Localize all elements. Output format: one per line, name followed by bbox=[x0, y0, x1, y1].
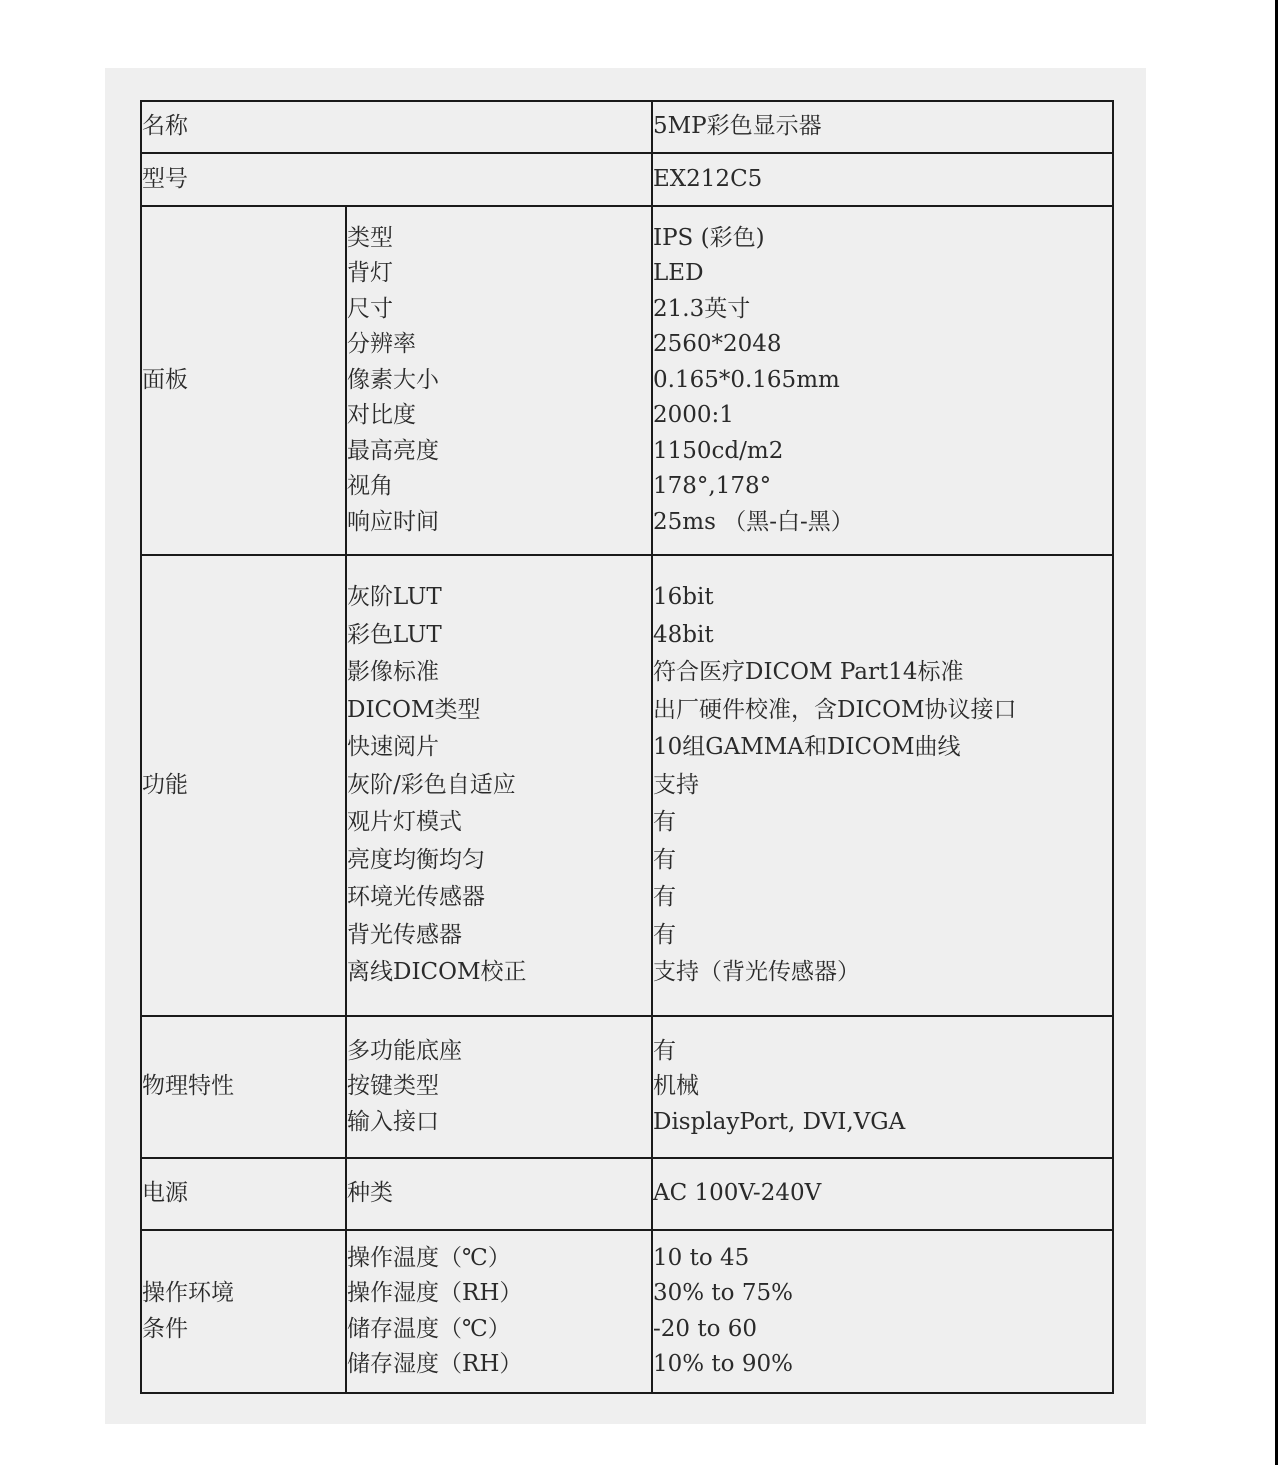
category-panel: 面板 bbox=[141, 206, 346, 555]
item-label: 环境光传感器 bbox=[347, 884, 485, 911]
item-label: 背光传感器 bbox=[347, 921, 462, 948]
model-value: EX212C5 bbox=[652, 153, 1113, 206]
item-label: 类型 bbox=[347, 224, 393, 251]
item-value: 2560*2048 bbox=[653, 331, 782, 358]
item-value: 10% to 90% bbox=[653, 1351, 793, 1377]
section-power bbox=[141, 1158, 1113, 1230]
item-label: 像素大小 bbox=[347, 366, 439, 393]
section-physical bbox=[141, 1016, 1113, 1158]
item-label: 种类 bbox=[346, 1158, 652, 1230]
item-label: 操作温度（℃） bbox=[347, 1244, 511, 1271]
item-label: 储存温度（℃） bbox=[347, 1315, 511, 1342]
category-line: 操作环境 bbox=[142, 1280, 234, 1306]
environment-values bbox=[652, 1230, 1113, 1393]
item-value: 支持 bbox=[653, 771, 699, 798]
category-power: 电源 bbox=[141, 1158, 346, 1230]
item-value: 25ms （黑-白-黑） bbox=[653, 508, 854, 535]
row-model bbox=[141, 153, 1113, 206]
item-value: 16bit bbox=[653, 584, 714, 611]
item-label: 响应时间 bbox=[347, 508, 439, 535]
item-value: 10 to 45 bbox=[653, 1244, 750, 1271]
category-physical: 物理特性 bbox=[141, 1016, 346, 1158]
panel-values bbox=[652, 206, 1113, 555]
item-value: 出厂硬件校准，含DICOM协议接口 bbox=[653, 696, 1017, 723]
section-environment bbox=[141, 1230, 1113, 1393]
item-value: AC 100V-240V bbox=[652, 1158, 1113, 1230]
section-function bbox=[141, 555, 1113, 1016]
item-value: 2000:1 bbox=[653, 402, 734, 429]
item-label: 储存湿度（RH） bbox=[347, 1351, 523, 1377]
item-value: 支持（背光传感器） bbox=[653, 959, 860, 986]
item-value: 1150cd/m2 bbox=[653, 437, 784, 464]
item-value: 有 bbox=[653, 884, 676, 911]
item-label: 灰阶/彩色自适应 bbox=[347, 771, 516, 798]
item-value: IPS (彩色) bbox=[653, 224, 765, 251]
item-label: 多功能底座 bbox=[347, 1037, 462, 1064]
model-label: 型号 bbox=[141, 153, 652, 206]
item-label: 灰阶LUT bbox=[347, 584, 442, 611]
panel-items bbox=[346, 206, 652, 555]
item-value: 0.165*0.165mm bbox=[653, 366, 840, 393]
physical-items bbox=[346, 1016, 652, 1158]
row-name bbox=[141, 101, 1113, 153]
item-value: 有 bbox=[653, 846, 676, 873]
item-label: 背灯 bbox=[347, 260, 393, 287]
function-values bbox=[652, 555, 1113, 1016]
spec-table bbox=[140, 100, 1114, 1394]
section-panel bbox=[141, 206, 1113, 555]
name-value: 5MP彩色显示器 bbox=[652, 101, 1113, 153]
item-label: 彩色LUT bbox=[347, 621, 442, 648]
item-label: 亮度均衡均匀 bbox=[347, 846, 485, 873]
environment-items bbox=[346, 1230, 652, 1393]
item-label: 输入接口 bbox=[347, 1108, 439, 1135]
item-value: 符合医疗DICOM Part14标准 bbox=[653, 659, 964, 686]
item-label: DICOM类型 bbox=[347, 696, 481, 723]
physical-values bbox=[652, 1016, 1113, 1158]
item-value: 有 bbox=[653, 809, 676, 836]
category-function: 功能 bbox=[141, 555, 346, 1016]
item-label: 最高亮度 bbox=[347, 437, 439, 464]
item-value: -20 to 60 bbox=[653, 1315, 758, 1342]
item-value: 10组GAMMA和DICOM曲线 bbox=[653, 734, 961, 761]
item-value: 178°,178° bbox=[653, 473, 772, 500]
item-label: 观片灯模式 bbox=[347, 809, 462, 836]
item-label: 视角 bbox=[347, 473, 393, 500]
item-value: LED bbox=[653, 260, 704, 287]
item-label: 操作湿度（RH） bbox=[347, 1280, 523, 1306]
function-items bbox=[346, 555, 652, 1016]
item-value: 机械 bbox=[653, 1073, 699, 1100]
item-label: 快速阅片 bbox=[347, 734, 439, 761]
item-label: 按键类型 bbox=[347, 1073, 439, 1100]
item-value: 有 bbox=[653, 921, 676, 948]
category-line: 条件 bbox=[142, 1315, 188, 1342]
category-environment bbox=[141, 1230, 346, 1393]
item-label: 离线DICOM校正 bbox=[347, 959, 527, 986]
item-value: DisplayPort, DVI,VGA bbox=[653, 1108, 906, 1135]
item-label: 对比度 bbox=[347, 402, 416, 429]
item-label: 尺寸 bbox=[347, 295, 393, 322]
item-label: 影像标准 bbox=[347, 659, 439, 686]
item-label: 分辨率 bbox=[347, 331, 416, 358]
item-value: 有 bbox=[653, 1037, 676, 1064]
item-value: 21.3英寸 bbox=[653, 295, 751, 322]
name-label: 名称 bbox=[141, 101, 652, 153]
item-value: 48bit bbox=[653, 621, 714, 648]
item-value: 30% to 75% bbox=[653, 1280, 793, 1306]
